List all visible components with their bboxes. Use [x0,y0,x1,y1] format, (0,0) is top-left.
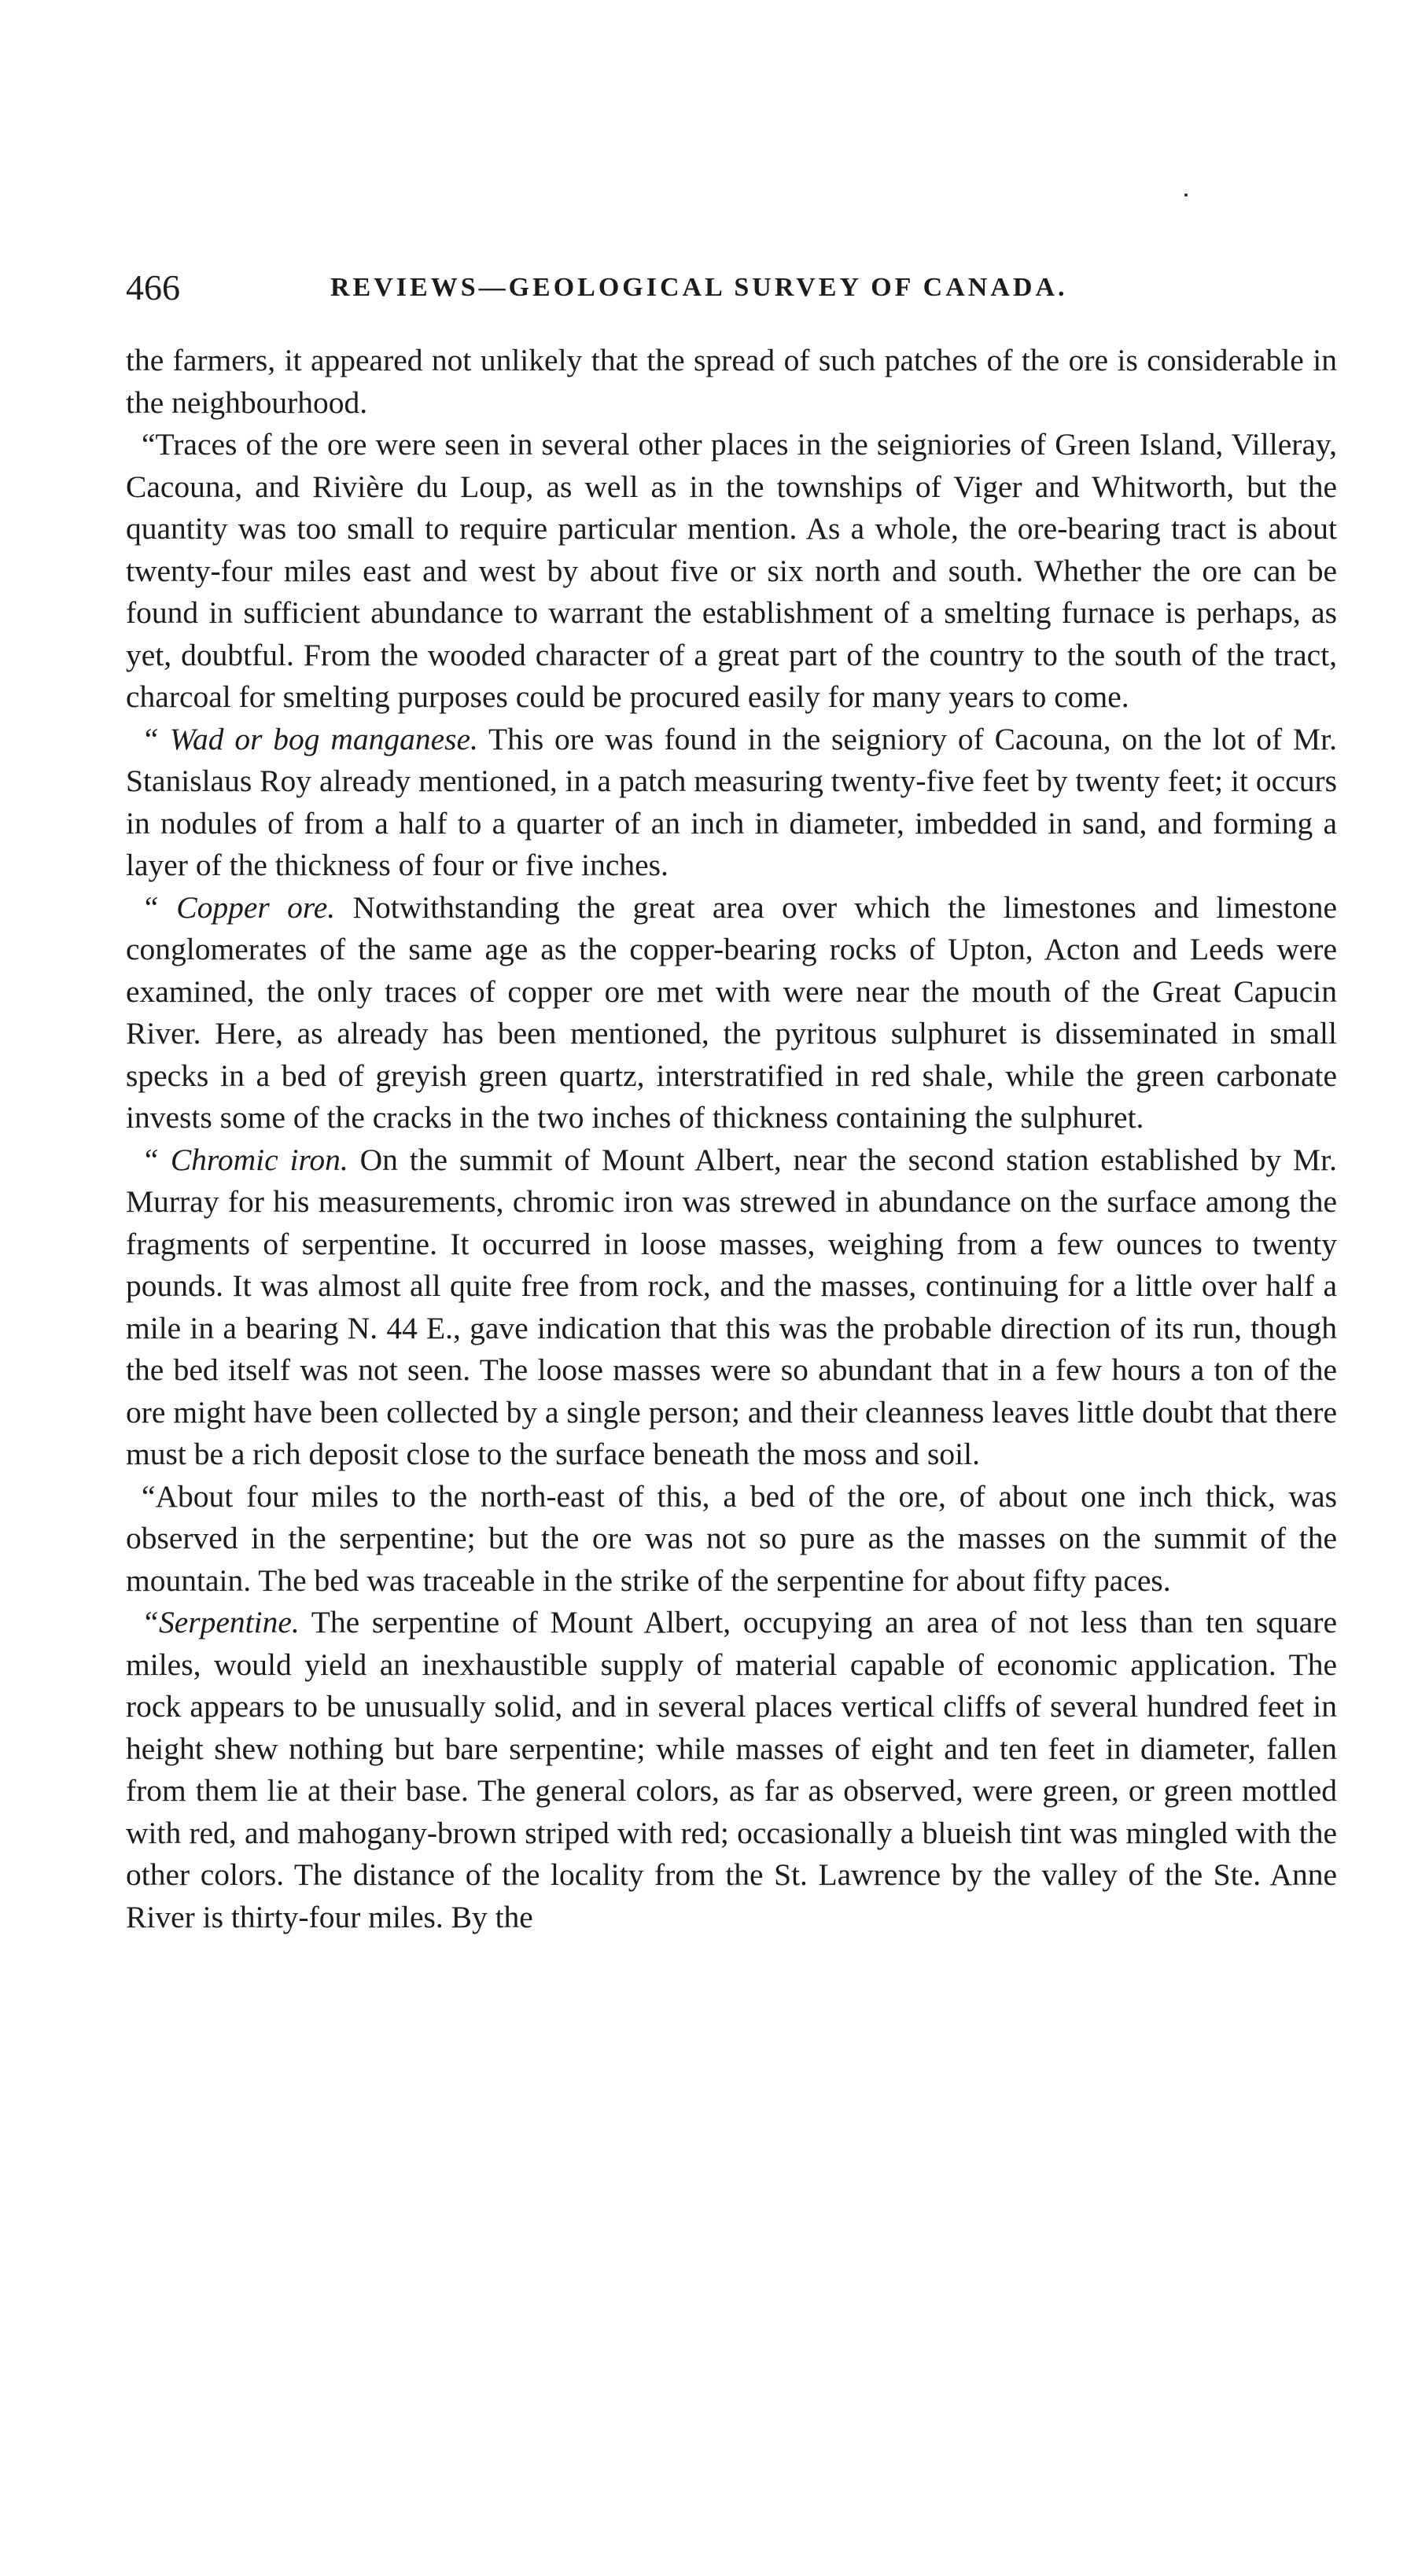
scan-speck [1184,193,1188,197]
paragraph-text: The serpentine of Mount Albert, occupying an area of not less than ten square miles, would yield an inexhaustible supply of material capable of economic application. The rock appears to be unusually solid, and in several places vertical cliffs of several hundred feet in height shew nothing but bare serpentine; while masses of eight and ten feet in diameter, fallen from them lie at their base. The general colors, as far as observed, were green, or green mottled with red, and mahogany-brown striped with red; occasionally a blueish tint was mingled with the other colors. The distance of the locality from the St. Lawrence by the valley of the Ste. Anne River is thirty-four miles. By the [126,1605,1337,1934]
page-header [126,264,1337,311]
paragraph-text: “Traces of the ore were seen in several other places in the seigniories of Green Island, Villeray, Cacouna, and Rivière du Loup, as well as in the townships of Viger and Whitworth, but the quantity was too small to require particular mention. As a whole, the ore-bearing tract is about twenty-four miles east and west by about five or six north and south. Whether the ore can be found in sufficient abundance to warrant the establishment of a smelting furnace is perhaps, as yet, doubtful. From the wooded character of a great part of the country to the south of the tract, charcoal for smelting purposes could be procured easily for many years to come. [126,427,1337,714]
paragraph-traces [126,424,1337,719]
paragraph-serpentine [126,1602,1337,1938]
section-heading: “ Chromic iron. [142,1142,348,1177]
paragraph-wad-manganese [126,719,1337,887]
paragraph-text: This ore was found in the seigniory of Cacouna, on the lot of Mr. Stanislaus Roy already mentioned, in a patch measuring twenty-five feet by twenty feet; it occurs in nodules of from a half to a quarter of an inch in diameter, imbedded in sand, and forming a layer of the thickness of four or five inches. [126,721,1337,882]
paragraph-text: On the summit of Mount Albert, near the second station established by Mr. Murray for his measurements, chromic iron was strewed in abundance on the surface among the fragments of serpentine. It occurred in loose masses, weighing from a few ounces to twenty pounds. It was almost all quite free from rock, and the masses, continuing for a little over half a mile in a bearing N. 44 E., gave indication that this was the probable direction of its run, though the bed itself was not seen. The loose masses were so abundant that in a few hours a ton of the ore might have been collected by a single person; and their cleanness leaves little doubt that there must be a rich deposit close to the surface beneath the moss and soil. [126,1142,1337,1471]
paragraph-text: Notwithstanding the great area over which the limestones and limestone conglomerates of the same age as the copper-bearing rocks of Upton, Acton and Leeds were examined, the only traces of copper ore met with were near the mouth of the Great Capucin River. Here, as already has been mentioned, the pyritous sulphuret is disseminated in small specks in a bed of greyish green quartz, interstratified in red shale, while the green carbonate invests some of the cracks in the two inches of thickness containing the sulphuret. [126,889,1338,1135]
section-heading: “ Copper ore. [142,889,336,925]
section-heading: “Serpentine. [142,1605,300,1639]
body-text [126,340,1337,1938]
paragraph-copper-ore [126,887,1337,1139]
paragraph-text: the farmers, it appeared not unlikely that the spread of such patches of the ore is considerable in the neighbourhood. [126,343,1337,420]
paragraph-text: “About four miles to the north-east of this, a bed of the ore, of about one inch thick, was observed in the serpentine; but the ore was not so pure as the masses on the summit of the mountain. The bed was traceable in the strike of the serpentine for about fifty paces. [126,1478,1337,1598]
page-number: 466 [126,267,180,307]
running-head: REVIEWS—GEOLOGICAL SURVEY OF CANADA. [330,273,1068,302]
paragraph-continuation [126,340,1337,424]
section-heading: “ Wad or bog manganese. [142,721,478,756]
paragraph-north-east-bed [126,1476,1337,1603]
paragraph-chromic-iron [126,1139,1337,1476]
